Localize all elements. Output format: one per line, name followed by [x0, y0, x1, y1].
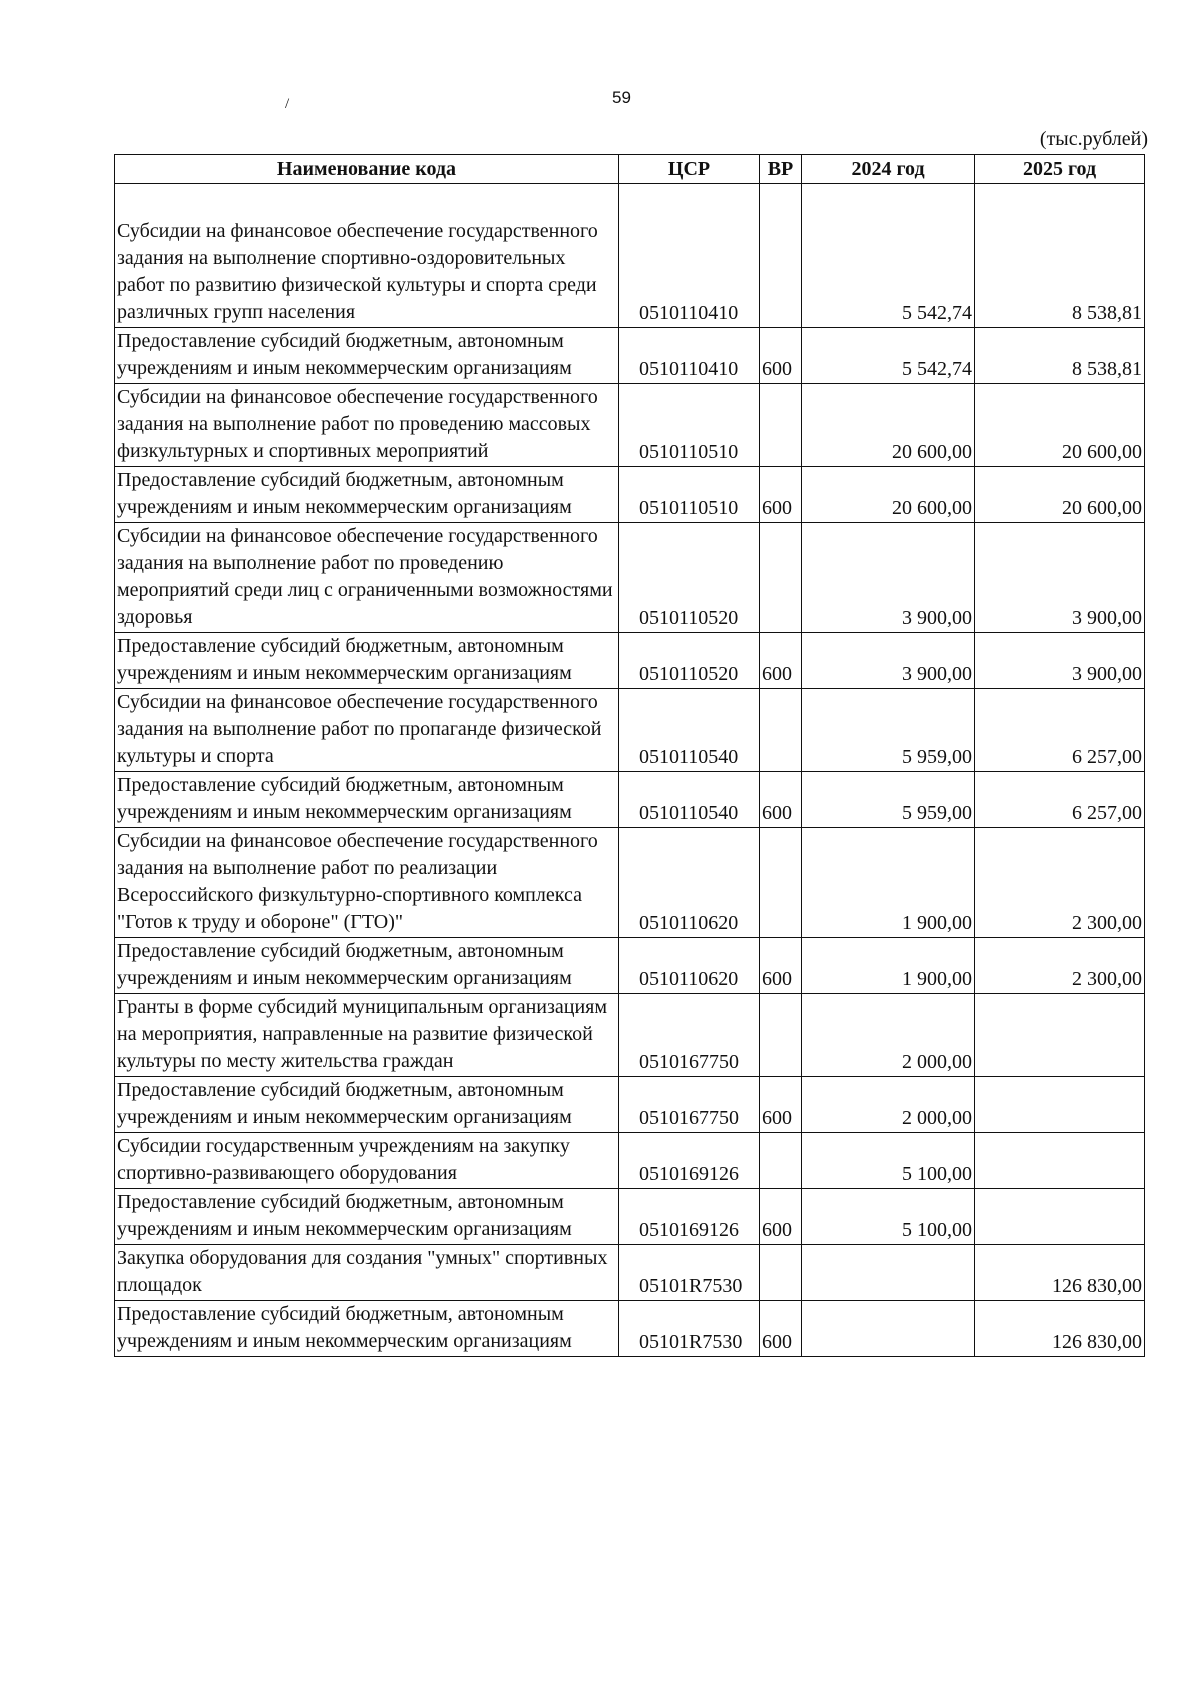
budget-table [114, 154, 1145, 1357]
cell-2025: 3 900,00 [975, 633, 1145, 689]
cell-csr: 0510110520 [619, 523, 760, 633]
cell-2024: 2 000,00 [802, 994, 975, 1077]
cell-vr: 600 [760, 467, 802, 523]
cell-2025: 20 600,00 [975, 467, 1145, 523]
cell-csr: 0510169126 [619, 1189, 760, 1245]
cell-vr: 600 [760, 328, 802, 384]
cell-csr: 0510110540 [619, 772, 760, 828]
cell-vr [760, 1133, 802, 1189]
cell-csr: 0510110410 [619, 328, 760, 384]
cell-vr: 600 [760, 633, 802, 689]
cell-vr [760, 523, 802, 633]
cell-vr: 600 [760, 1189, 802, 1245]
cell-name: Предоставление субсидий бюджетным, автономным учреждениям и иным некоммерческим организациям [115, 328, 619, 384]
header-year-2025: 2025 год [975, 155, 1145, 184]
cell-2024: 1 900,00 [802, 828, 975, 938]
cell-name: Предоставление субсидий бюджетным, автономным учреждениям и иным некоммерческим организациям [115, 467, 619, 523]
cell-2025: 2 300,00 [975, 828, 1145, 938]
cell-csr: 0510110540 [619, 689, 760, 772]
table-body [115, 184, 1145, 1357]
cell-vr [760, 994, 802, 1077]
cell-csr: 0510110520 [619, 633, 760, 689]
cell-2025 [975, 1189, 1145, 1245]
table-row [115, 1077, 1145, 1133]
cell-2024: 3 900,00 [802, 523, 975, 633]
cell-vr: 600 [760, 772, 802, 828]
cell-vr [760, 828, 802, 938]
table-row [115, 328, 1145, 384]
cell-2024: 5 100,00 [802, 1189, 975, 1245]
cell-vr: 600 [760, 1077, 802, 1133]
cell-name: Предоставление субсидий бюджетным, автономным учреждениям и иным некоммерческим организациям [115, 938, 619, 994]
cell-csr: 0510110410 [619, 184, 760, 328]
cell-vr [760, 384, 802, 467]
cell-2024: 20 600,00 [802, 467, 975, 523]
table-row [115, 184, 1145, 328]
cell-name: Предоставление субсидий бюджетным, автономным учреждениям и иным некоммерческим организациям [115, 772, 619, 828]
stray-mark: / [285, 96, 290, 112]
cell-name: Предоставление субсидий бюджетным, автономным учреждениям и иным некоммерческим организациям [115, 633, 619, 689]
cell-csr: 0510167750 [619, 994, 760, 1077]
cell-2024: 5 959,00 [802, 689, 975, 772]
cell-2024: 1 900,00 [802, 938, 975, 994]
cell-2025: 20 600,00 [975, 384, 1145, 467]
cell-2024: 3 900,00 [802, 633, 975, 689]
cell-2025: 6 257,00 [975, 689, 1145, 772]
cell-name: Субсидии на финансовое обеспечение государственного задания на выполнение работ по проведению мероприятий среди лиц с ограниченными возможностями здоровья [115, 523, 619, 633]
cell-2024: 5 542,74 [802, 184, 975, 328]
cell-csr: 05101R7530 [619, 1301, 760, 1357]
header-name: Наименование кода [115, 155, 619, 184]
table-row [115, 689, 1145, 772]
cell-name: Субсидии на финансовое обеспечение государственного задания на выполнение работ по реализации Всероссийского физкультурно-спортивного комплекса "Готов к труду и обороне" (ГТО)" [115, 828, 619, 938]
cell-vr: 600 [760, 938, 802, 994]
table-row [115, 633, 1145, 689]
cell-2024 [802, 1301, 975, 1357]
cell-2025: 6 257,00 [975, 772, 1145, 828]
cell-2025 [975, 994, 1145, 1077]
cell-csr: 0510110510 [619, 384, 760, 467]
cell-2024 [802, 1245, 975, 1301]
cell-2025 [975, 1133, 1145, 1189]
cell-2025: 126 830,00 [975, 1301, 1145, 1357]
cell-csr: 05101R7530 [619, 1245, 760, 1301]
table-row [115, 772, 1145, 828]
header-year-2024: 2024 год [802, 155, 975, 184]
cell-name: Закупка оборудования для создания "умных" спортивных площадок [115, 1245, 619, 1301]
cell-csr: 0510167750 [619, 1077, 760, 1133]
table-row [115, 523, 1145, 633]
page-number: 59 [612, 88, 631, 107]
header-vr: ВР [760, 155, 802, 184]
cell-2025: 2 300,00 [975, 938, 1145, 994]
cell-name: Субсидии государственным учреждениям на закупку спортивно-развивающего оборудования [115, 1133, 619, 1189]
cell-vr [760, 689, 802, 772]
table-row [115, 938, 1145, 994]
table-row [115, 1301, 1145, 1357]
cell-2025: 3 900,00 [975, 523, 1145, 633]
cell-2025: 8 538,81 [975, 184, 1145, 328]
cell-name: Предоставление субсидий бюджетным, автономным учреждениям и иным некоммерческим организациям [115, 1077, 619, 1133]
units-label: (тыс.рублей) [1039, 128, 1148, 150]
cell-name: Субсидии на финансовое обеспечение государственного задания на выполнение спортивно-оздоровительных работ по развитию физической культуры и спорта среди различных групп населения [115, 184, 619, 328]
header-csr: ЦСР [619, 155, 760, 184]
cell-name: Гранты в форме субсидий муниципальным организациям на мероприятия, направленные на развитие физической культуры по месту жительства граждан [115, 994, 619, 1077]
cell-csr: 0510169126 [619, 1133, 760, 1189]
cell-csr: 0510110620 [619, 828, 760, 938]
table-row [115, 828, 1145, 938]
cell-name: Предоставление субсидий бюджетным, автономным учреждениям и иным некоммерческим организациям [115, 1189, 619, 1245]
cell-csr: 0510110620 [619, 938, 760, 994]
cell-vr [760, 184, 802, 328]
cell-2025: 8 538,81 [975, 328, 1145, 384]
cell-2025: 126 830,00 [975, 1245, 1145, 1301]
cell-2024: 2 000,00 [802, 1077, 975, 1133]
cell-vr: 600 [760, 1301, 802, 1357]
table-row [115, 1189, 1145, 1245]
cell-name: Субсидии на финансовое обеспечение государственного задания на выполнение работ по проведению массовых физкультурных и спортивных мероприятий [115, 384, 619, 467]
cell-name: Субсидии на финансовое обеспечение государственного задания на выполнение работ по пропаганде физической культуры и спорта [115, 689, 619, 772]
table-row [115, 994, 1145, 1077]
cell-vr [760, 1245, 802, 1301]
cell-name: Предоставление субсидий бюджетным, автономным учреждениям и иным некоммерческим организациям [115, 1301, 619, 1357]
cell-2024: 5 542,74 [802, 328, 975, 384]
cell-2024: 20 600,00 [802, 384, 975, 467]
cell-2024: 5 100,00 [802, 1133, 975, 1189]
cell-csr: 0510110510 [619, 467, 760, 523]
table-header-row [115, 155, 1145, 184]
table-row [115, 1133, 1145, 1189]
table-row [115, 1245, 1145, 1301]
cell-2024: 5 959,00 [802, 772, 975, 828]
cell-2025 [975, 1077, 1145, 1133]
table-row [115, 467, 1145, 523]
table-row [115, 384, 1145, 467]
